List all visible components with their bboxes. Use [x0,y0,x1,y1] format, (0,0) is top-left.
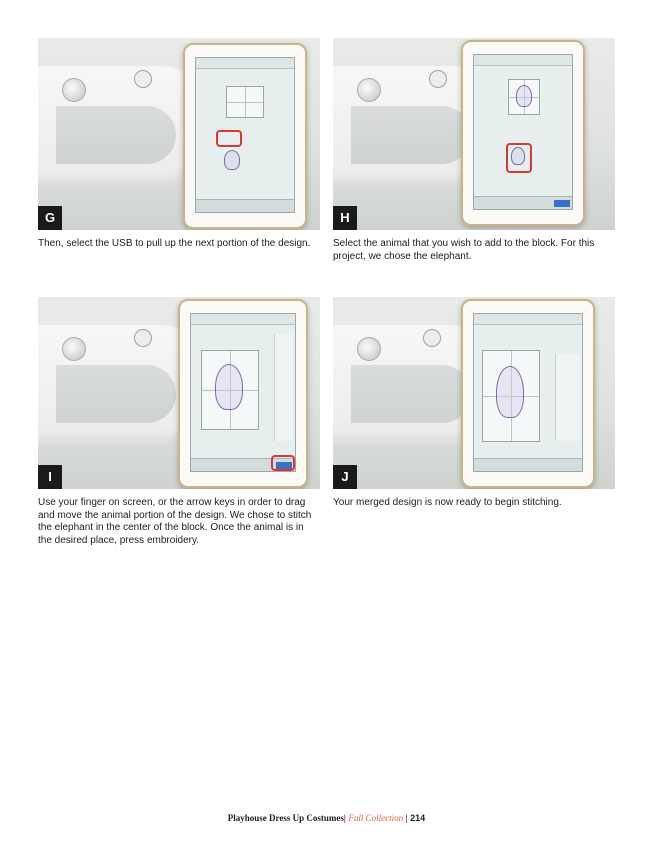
page-footer [0,813,653,823]
machine-knob [357,78,381,102]
elephant-design [215,364,243,410]
screen-display [190,313,296,472]
step-label: H [333,206,357,230]
footer-title: Playhouse Dress Up Costumes [227,813,344,823]
thread-color-panel [555,354,580,441]
screen-status-bar [474,55,572,66]
elephant-design [496,366,524,418]
machine-touchscreen [183,43,307,229]
screen-button-bar [474,458,582,471]
machine-knob [62,78,86,102]
page-number: 214 [410,813,426,823]
usb-highlight [216,130,242,147]
hoop-preview [226,86,264,118]
machine-screw [429,70,447,88]
thread-color-panel [274,334,293,441]
step-caption: Then, select the USB to pull up the next portion of the design. [38,238,311,249]
screen-status-bar [474,314,582,325]
step-caption: Your merged design is now ready to begin stitching. [333,497,562,508]
step-caption: Use your finger on screen, or the arrow keys in order to drag and move the animal portion of the design. We chose to stitch the elephant in the center of the block. Once the animal is in the desired place, press embroidery. [38,497,312,546]
machine-touchscreen [461,40,585,226]
screen-button-bar [196,199,294,212]
machine-knob [357,337,381,361]
elephant-thumbnail [224,150,240,170]
machine-screw [423,329,441,347]
machine-touchscreen [461,299,595,488]
screen-status-bar [191,314,295,325]
step-label: J [333,465,357,489]
screen-display [473,54,573,210]
step-i [38,297,320,547]
step-g [38,38,320,251]
screen-display [473,313,583,472]
footer-collection: Full Collection [348,813,404,823]
elephant-preview [516,85,532,107]
step-i-photo [38,297,320,489]
step-g-photo [38,38,320,230]
step-label: G [38,206,62,230]
step-j [333,297,615,510]
embroidery-button [276,462,292,469]
step-label: I [38,465,62,489]
screen-display [195,57,295,213]
step-caption: Select the animal that you wish to add to the block. For this project, we chose the elephant. [333,238,595,262]
step-j-photo [333,297,615,489]
machine-knob [62,337,86,361]
footer-separator: | [343,813,346,823]
machine-screw [134,70,152,88]
ok-button [554,200,570,207]
machine-touchscreen [178,299,308,488]
screen-status-bar [196,58,294,69]
machine-screw [134,329,152,347]
footer-separator: | [405,813,408,823]
elephant-thumbnail [511,147,525,165]
step-h-photo [333,38,615,230]
step-h [333,38,615,263]
